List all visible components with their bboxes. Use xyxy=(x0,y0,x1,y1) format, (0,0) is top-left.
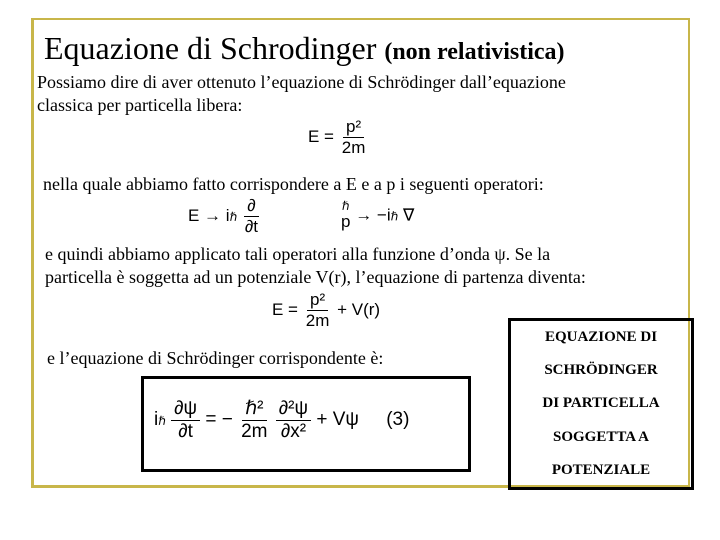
eq1-numerator: p² xyxy=(343,117,364,138)
operator-momentum xyxy=(341,200,414,232)
equation-with-potential xyxy=(272,290,380,331)
eq2-fraction xyxy=(303,290,333,331)
eq3-coefficient xyxy=(238,397,270,443)
eq3-lhs-numerator: ∂ψ xyxy=(171,398,200,421)
eq3-d-denominator: ∂x² xyxy=(280,420,307,442)
eq1-fraction xyxy=(339,117,369,158)
eq3-label: (3) xyxy=(386,409,410,431)
eq2-denominator: 2m xyxy=(305,311,330,330)
op-e-denominator: ∂t xyxy=(244,217,259,236)
schrodinger-equation xyxy=(154,397,409,443)
eq3-lhs-denominator: ∂t xyxy=(178,420,193,442)
frame-top-border xyxy=(31,18,690,20)
eq3-hbar: ℏ xyxy=(158,414,166,429)
eq2-rhs: + V(r) xyxy=(337,299,381,319)
schrodinger-text: e l’equazione di Schrödinger corrispondente è: xyxy=(47,348,384,368)
eq1-lhs: E = xyxy=(308,126,334,146)
nabla-symbol: ∇ xyxy=(402,205,415,226)
frame-left-border xyxy=(31,18,34,488)
intro-line-1: Possiamo dire di aver ottenuto l’equazione di Schrödinger dall’equazione xyxy=(37,72,566,92)
title-subtitle: (non relativistica) xyxy=(384,39,565,65)
eq3-coef-numerator: ℏ² xyxy=(242,397,266,421)
eq1-denominator: 2m xyxy=(341,138,366,157)
caption-line-2: SCHRÖDINGER xyxy=(544,362,658,379)
hbar-symbol: ℏ xyxy=(229,209,238,224)
op-e-lhs: E → i xyxy=(188,205,230,225)
eq3-time-derivative xyxy=(171,398,200,443)
p-vector-hat: ℏ xyxy=(341,199,350,213)
eq3-rhs: + Vψ xyxy=(316,409,359,431)
intro-paragraph xyxy=(37,71,566,117)
eq3-coef-denominator: 2m xyxy=(241,421,268,442)
slide-title xyxy=(44,30,565,67)
eq3-equals: = − xyxy=(205,409,233,431)
operators-text: nella quale abbiamo fatto corrispondere a E e a p i seguenti operatori: xyxy=(43,174,544,194)
apply-text xyxy=(45,243,586,289)
op-p-arrow: → −i xyxy=(355,205,391,225)
equation-caption-box xyxy=(508,318,694,490)
schrodinger-equation-box xyxy=(141,376,471,472)
op-p-stack xyxy=(341,200,350,232)
hbar-symbol-p: ℏ xyxy=(390,209,399,224)
eq3-d-numerator: ∂²ψ xyxy=(276,398,311,421)
caption-line-1: EQUAZIONE DI xyxy=(544,329,658,346)
caption-line-3: DI PARTICELLA xyxy=(542,395,660,412)
intro-line-2: classica per particella libera: xyxy=(37,95,243,115)
apply-line-2: particella è soggetta ad un potenziale V(r), l’equazione di partenza diventa: xyxy=(45,267,586,287)
caption-line-4: SOGGETTA A xyxy=(552,428,649,445)
eq2-lhs: E = xyxy=(272,299,298,319)
op-e-fraction xyxy=(242,196,261,237)
eq3-space-derivative xyxy=(276,398,311,443)
eq3-i: i xyxy=(154,409,159,431)
eq2-numerator: p² xyxy=(307,290,328,311)
apply-line-1: e quindi abbiamo applicato tali operatori alla funzione d’onda ψ. Se la xyxy=(45,244,551,264)
op-e-numerator: ∂ xyxy=(244,196,258,217)
equation-free-particle xyxy=(308,117,368,158)
operator-energy xyxy=(188,196,261,237)
title-main: Equazione di Schrodinger xyxy=(44,30,377,66)
op-p-lhs: p xyxy=(341,212,351,231)
caption-line-5: POTENZIALE xyxy=(551,461,651,478)
